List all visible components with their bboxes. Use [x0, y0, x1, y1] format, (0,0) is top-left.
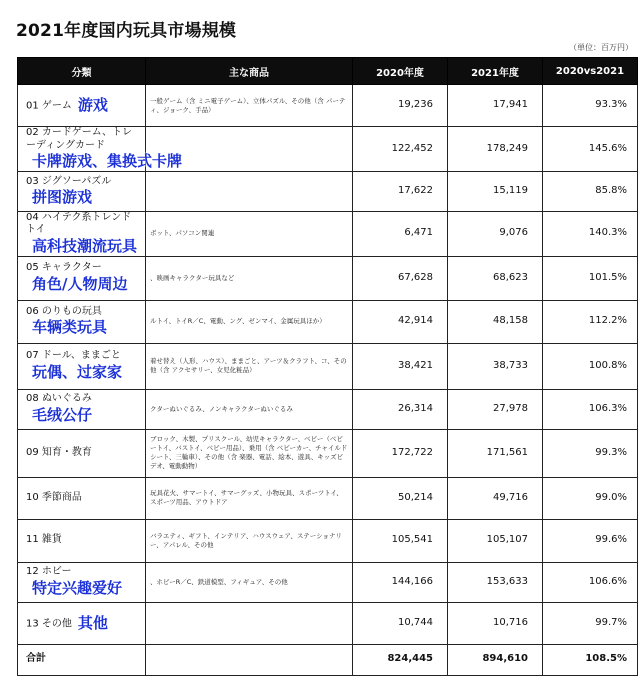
- table-row: [18, 477, 638, 519]
- category-cell: [18, 256, 146, 300]
- ratio-cell: 99.6%: [543, 519, 638, 562]
- category-cell: [18, 389, 146, 429]
- category-cell: [18, 171, 146, 211]
- category-label: 03 ジグソーパズル: [26, 175, 112, 187]
- category-label: 06 のりもの玩具: [26, 305, 102, 317]
- value-2021-cell: 17,941: [448, 85, 543, 127]
- table-row: [18, 85, 638, 127]
- ratio-cell: 106.3%: [543, 389, 638, 429]
- table-row: [18, 602, 638, 644]
- table-row: [18, 127, 638, 172]
- total-2020: 824,445: [353, 644, 448, 675]
- header-goods: 主な商品: [146, 58, 353, 85]
- table-header-row: [18, 58, 638, 85]
- category-cell: [18, 602, 146, 644]
- value-2020-cell: 26,314: [353, 389, 448, 429]
- category-cell: [18, 300, 146, 343]
- goods-cell: 、映画キャラクター玩具など: [146, 256, 353, 300]
- value-2021-cell: 48,158: [448, 300, 543, 343]
- value-2021-cell: 38,733: [448, 343, 543, 389]
- chinese-annotation: 角色/人物周边: [32, 274, 128, 293]
- value-2021-cell: 15,119: [448, 171, 543, 211]
- value-2021-cell: 153,633: [448, 562, 543, 602]
- ratio-cell: 99.7%: [543, 602, 638, 644]
- value-2020-cell: 10,744: [353, 602, 448, 644]
- value-2020-cell: 50,214: [353, 477, 448, 519]
- total-ratio: 108.5%: [543, 644, 638, 675]
- total-2021: 894,610: [448, 644, 543, 675]
- header-2020: 2020年度: [353, 58, 448, 85]
- category-cell: [18, 85, 146, 127]
- ratio-cell: 112.2%: [543, 300, 638, 343]
- total-label: 合計: [18, 644, 146, 675]
- category-label: 12 ホビー: [26, 566, 72, 578]
- goods-cell: ルトイ、トイR／C、電動、ング、ゼンマイ、金属玩具ほか）: [146, 300, 353, 343]
- category-label: 05 キャラクター: [26, 262, 102, 274]
- table-row: [18, 343, 638, 389]
- chinese-annotation: 车辆类玩具: [32, 318, 108, 337]
- chinese-annotation: 游戏: [77, 96, 108, 115]
- category-label: 11 雑貨: [26, 534, 62, 546]
- table-row: [18, 429, 638, 477]
- value-2020-cell: 42,914: [353, 300, 448, 343]
- header-category: 分類: [18, 58, 146, 85]
- table-row: [18, 300, 638, 343]
- value-2020-cell: 67,628: [353, 256, 448, 300]
- goods-cell: ボット、パソコン関連: [146, 211, 353, 256]
- category-cell: [18, 562, 146, 602]
- value-2021-cell: 10,716: [448, 602, 543, 644]
- value-2020-cell: 144,166: [353, 562, 448, 602]
- value-2020-cell: 105,541: [353, 519, 448, 562]
- value-2021-cell: 68,623: [448, 256, 543, 300]
- goods-cell: 一般ゲーム（含 ミニ電子ゲーム）、立体パズル、その他（含 パーティ、ジョーク、手品）: [146, 85, 353, 127]
- table-row: [18, 389, 638, 429]
- goods-cell: [146, 602, 353, 644]
- goods-cell: 着せ替え（人形、ハウス）、ままごと、アーツ＆クラフト、コ、その他（含 アクセサリー、女児化粧品）: [146, 343, 353, 389]
- value-2020-cell: 17,622: [353, 171, 448, 211]
- value-2020-cell: 122,452: [353, 127, 448, 172]
- ratio-cell: 99.0%: [543, 477, 638, 519]
- value-2021-cell: 105,107: [448, 519, 543, 562]
- ratio-cell: 99.3%: [543, 429, 638, 477]
- category-label: 07 ドール、ままごと: [26, 350, 121, 362]
- header-ratio: 2020vs2021: [543, 58, 638, 85]
- chinese-annotation: 拼图游戏: [32, 188, 93, 207]
- chinese-annotation: 特定兴趣爱好: [32, 578, 123, 597]
- category-label: 04 ハイテク系トレンドトイ: [26, 211, 132, 236]
- header-2021: 2021年度: [448, 58, 543, 85]
- chinese-annotation: 毛绒公仔: [32, 405, 93, 424]
- chinese-annotation: 玩偶、过家家: [32, 362, 123, 381]
- category-label: 02 カードゲーム、トレーディングカード: [26, 127, 133, 151]
- value-2021-cell: 171,561: [448, 429, 543, 477]
- value-2021-cell: 27,978: [448, 389, 543, 429]
- ratio-cell: 93.3%: [543, 85, 638, 127]
- value-2021-cell: 49,716: [448, 477, 543, 519]
- value-2020-cell: 38,421: [353, 343, 448, 389]
- value-2021-cell: 178,249: [448, 127, 543, 172]
- category-cell: [18, 211, 146, 256]
- table-row: [18, 211, 638, 256]
- category-label: 08 ぬいぐるみ: [26, 393, 92, 405]
- category-label: 09 知育・教育: [26, 446, 92, 458]
- unit-note: （単位：百万円）: [569, 43, 633, 52]
- ratio-cell: 145.6%: [543, 127, 638, 172]
- category-cell: [18, 127, 183, 172]
- category-cell: [18, 477, 146, 519]
- category-label: 01 ゲーム: [26, 100, 72, 112]
- ratio-cell: 100.8%: [543, 343, 638, 389]
- value-2021-cell: 9,076: [448, 211, 543, 256]
- chinese-annotation: 高科技潮流玩具: [32, 236, 138, 255]
- category-cell: [18, 343, 146, 389]
- ratio-cell: 85.8%: [543, 171, 638, 211]
- value-2020-cell: 6,471: [353, 211, 448, 256]
- page-title: 2021年度国内玩具市場規模: [16, 21, 237, 41]
- table-row: [18, 562, 638, 602]
- ratio-cell: 101.5%: [543, 256, 638, 300]
- goods-cell: 、ホビーR／C、鉄道模型、フィギュア、その他: [146, 562, 353, 602]
- ratio-cell: 140.3%: [543, 211, 638, 256]
- ratio-cell: 106.6%: [543, 562, 638, 602]
- market-size-table: [17, 57, 638, 676]
- goods-cell: 玩具花火、サマートイ、サマーグッズ、小物玩具、スポーツトイ、スポーツ用品、アウトドア: [146, 477, 353, 519]
- category-label: 10 季節商品: [26, 491, 82, 503]
- goods-cell: [146, 171, 353, 211]
- table-row: [18, 256, 638, 300]
- total-goods-cell: [146, 644, 353, 675]
- table-row: [18, 171, 638, 211]
- value-2020-cell: 19,236: [353, 85, 448, 127]
- goods-cell: バラエティ、ギフト、インテリア、ハウスウェア、ステーショナリー、アパレル、その他: [146, 519, 353, 562]
- goods-cell: クターぬいぐるみ、ノンキャラクターぬいぐるみ: [146, 389, 353, 429]
- chinese-annotation: 其他: [77, 613, 108, 632]
- category-cell: [18, 429, 146, 477]
- value-2020-cell: 172,722: [353, 429, 448, 477]
- category-label: 13 その他: [26, 618, 72, 629]
- total-row: [18, 644, 638, 675]
- goods-cell: ブロック、木製、プリスクール、幼児キャラクター、ベビー（ベビートイ、バストイ、ベビー用品）、乗用（含 ベビーカー、チャイルドシート、三輪車）、その他（含 楽器、電話、絵本、遊具、キッズビデオ、電動動物）: [146, 429, 353, 477]
- table-row: [18, 519, 638, 562]
- chinese-annotation: 卡牌游戏、集换式卡牌: [32, 152, 183, 170]
- category-cell: [18, 519, 146, 562]
